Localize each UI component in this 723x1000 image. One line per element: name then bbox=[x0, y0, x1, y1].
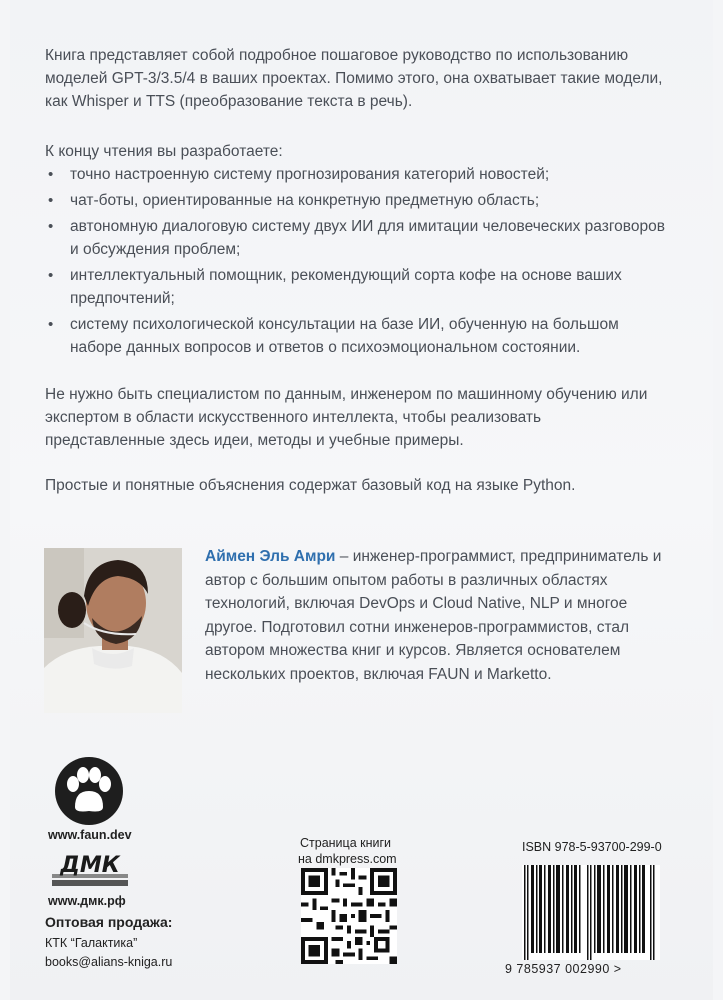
book-page-site: на dmkpress.com bbox=[298, 852, 397, 866]
feature-list bbox=[45, 163, 665, 362]
author-description: – инженер-программист, предприниматель и автор с большим опытом работы в различных областях технологий, включая DevOps и Cloud Native, NLP и многое другое. Подготовил сотни инженеров-программистов, стал автором множества книг и курсов. Является основателем нескольких проектов, включая FAUN и Marketto. bbox=[205, 548, 662, 683]
barcode-icon bbox=[522, 865, 660, 960]
list-item: • точно настроенную систему прогнозирования категорий новостей; bbox=[48, 166, 550, 183]
dmk-logo-icon bbox=[50, 850, 132, 890]
python-paragraph: Простые и понятные объяснения содержат базовый код на языке Python. bbox=[45, 477, 576, 494]
wholesale-email: books@alians-kniga.ru bbox=[45, 955, 173, 969]
no-expert-paragraph: Не нужно быть специалистом по данным, инженером по машинному обучению или экспертом в области искусственного интеллекта, чтобы реализовать представленные здесь идеи, методы и учебные примеры. bbox=[45, 386, 648, 449]
wholesale-label: Оптовая продажа: bbox=[45, 914, 173, 930]
author-photo bbox=[44, 548, 182, 713]
faun-paw-logo-icon bbox=[55, 757, 123, 825]
barcode-number: 9 785937 002990 > bbox=[505, 962, 622, 976]
qr-code-icon bbox=[301, 868, 397, 964]
author-bio bbox=[205, 545, 675, 686]
wholesale-company: КТК “Галактика” bbox=[45, 936, 138, 950]
author-portrait-image bbox=[44, 548, 182, 713]
list-item: • чат-боты, ориентированные на конкретную предметную область; bbox=[48, 192, 540, 209]
faun-url: www.faun.dev bbox=[48, 828, 132, 842]
intro-paragraph: Книга представляет собой подробное пошаговое руководство по использованию моделей GPT-3/3.5/4 в ваших проектах. Помимо этого, она охватывает такие модели, как Whisper и TTS (преобразование текста в речь). bbox=[45, 47, 663, 110]
list-heading: К концу чтения вы разработаете: bbox=[45, 143, 283, 160]
list-item: • интеллектуальный помощник, рекомендующий сорта кофе на основе ваших предпочтений; bbox=[48, 267, 622, 307]
list-item: • автономную диалоговую систему двух ИИ для имитации человеческих разговоров и обсуждения проблем; bbox=[48, 218, 665, 258]
dmk-url: www.дмк.рф bbox=[48, 894, 126, 908]
dmk-logo-text: ДМК bbox=[60, 853, 120, 878]
list-item: • систему психологической консультации на базе ИИ, обученную на большом наборе данных вопросов и ответов о психоэмоциональном состоянии. bbox=[48, 316, 619, 356]
isbn-label: ISBN 978-5-93700-299-0 bbox=[522, 840, 662, 854]
author-name: Аймен Эль Амри bbox=[205, 548, 336, 565]
book-page-label: Страница книги bbox=[300, 836, 392, 850]
